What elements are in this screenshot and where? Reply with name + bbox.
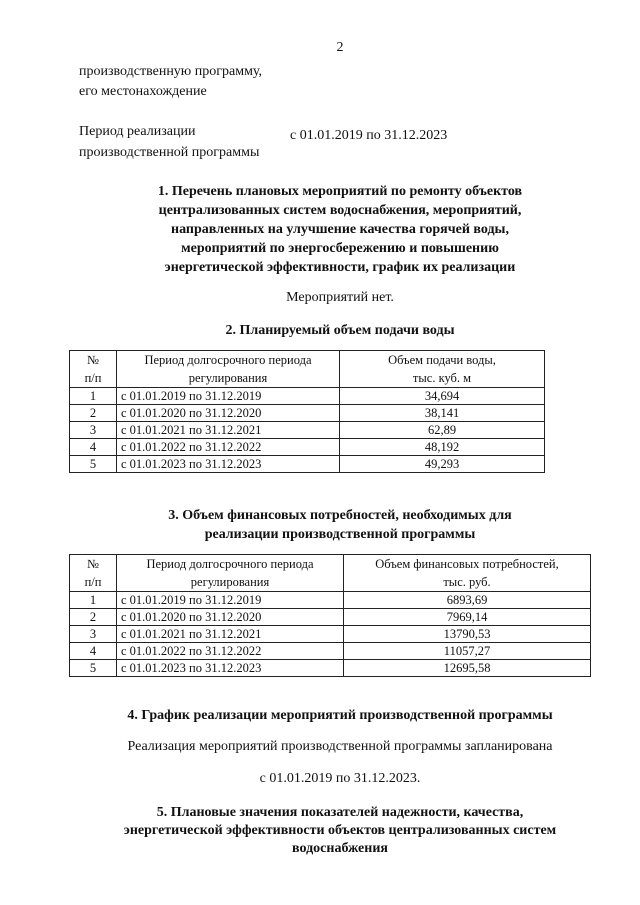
row-period: с 01.01.2020 по 31.12.2020 [117, 405, 340, 422]
period-value: с 01.01.2019 по 31.12.2023 [290, 128, 448, 143]
section1-title-line: централизованных систем водоснабжения, мероприятий, [158, 203, 522, 218]
section1-title-line: направленных на улучшение качества горячей воды, [171, 222, 509, 237]
table-row [70, 609, 591, 626]
row-number: 2 [70, 609, 117, 626]
row-number: 1 [70, 592, 117, 609]
table-row [70, 405, 545, 422]
table-row [70, 660, 591, 677]
row-period: с 01.01.2023 по 31.12.2023 [117, 456, 340, 473]
row-value: 48,192 [340, 439, 545, 456]
row-period: с 01.01.2023 по 31.12.2023 [117, 660, 344, 677]
row-period: с 01.01.2019 по 31.12.2019 [117, 388, 340, 405]
row-number: 3 [70, 626, 117, 643]
table-header-row [70, 555, 591, 592]
col-finance-header: Объем финансовых потребностей, тыс. руб. [344, 555, 591, 592]
table-row [70, 592, 591, 609]
row-value: 6893,69 [344, 592, 591, 609]
row-number: 5 [70, 660, 117, 677]
row-value: 38,141 [340, 405, 545, 422]
row-number: 4 [70, 643, 117, 660]
row-value: 13790,53 [344, 626, 591, 643]
row-number: 4 [70, 439, 117, 456]
section1-title-line: 1. Перечень плановых мероприятий по ремонту объектов [157, 184, 523, 199]
table-row [70, 388, 545, 405]
row-number: 3 [70, 422, 117, 439]
row-number: 5 [70, 456, 117, 473]
row-value: 7969,14 [344, 609, 591, 626]
row-number: 2 [70, 405, 117, 422]
row-number: 1 [70, 388, 117, 405]
section3-title [80, 506, 600, 544]
section1-body: Мероприятий нет. [286, 290, 394, 305]
col-volume-header: Объем подачи воды, тыс. куб. м [340, 351, 545, 388]
period-label-1: Период реализации [79, 124, 196, 139]
section5-title-line: энергетической эффективности объектов централизованных систем [123, 823, 557, 838]
section1-title [80, 182, 600, 277]
period-label-2: производственной программы [79, 145, 260, 160]
col-period-header: Период долгосрочного периода регулирования [117, 351, 340, 388]
row-value: 12695,58 [344, 660, 591, 677]
section1-title-line: мероприятий по энергосбережению и повышению [181, 241, 499, 256]
row-period: с 01.01.2021 по 31.12.2021 [117, 422, 340, 439]
col-period-header: Период долгосрочного периода регулирования [117, 555, 344, 592]
header-line-2: его местонахождение [79, 84, 207, 99]
row-value: 49,293 [340, 456, 545, 473]
section5-title-line: водоснабжения [292, 841, 388, 856]
section4-title: 4. График реализации мероприятий производственной программы [127, 708, 553, 723]
row-period: с 01.01.2022 по 31.12.2022 [117, 439, 340, 456]
section4-body-line-2: с 01.01.2019 по 31.12.2023. [259, 771, 421, 786]
table-row [70, 439, 545, 456]
financial-needs-table [69, 554, 591, 677]
header-line-1: производственную программу, [79, 64, 263, 79]
section5-title-line: 5. Плановые значения показателей надежности, качества, [156, 805, 524, 820]
row-period: с 01.01.2021 по 31.12.2021 [117, 626, 344, 643]
row-value: 34,694 [340, 388, 545, 405]
col-number-header: № п/п [70, 351, 117, 388]
row-period: с 01.01.2020 по 31.12.2020 [117, 609, 344, 626]
section5-title [70, 804, 610, 858]
row-period: с 01.01.2019 по 31.12.2019 [117, 592, 344, 609]
col-number-header: № п/п [70, 555, 117, 592]
row-value: 62,89 [340, 422, 545, 439]
section2-title: 2. Планируемый объем подачи воды [225, 323, 455, 338]
water-volume-table [69, 350, 545, 473]
page-number: 2 [336, 40, 344, 55]
table-row [70, 626, 591, 643]
table-header-row [70, 351, 545, 388]
section4-body-line-1: Реализация мероприятий производственной программы запланирована [127, 739, 553, 754]
table-row [70, 456, 545, 473]
table-row [70, 643, 591, 660]
section1-title-line: энергетической эффективности, график их реализации [164, 260, 516, 275]
section3-title-line: реализации производственной программы [204, 527, 476, 542]
row-period: с 01.01.2022 по 31.12.2022 [117, 643, 344, 660]
row-value: 11057,27 [344, 643, 591, 660]
table-row [70, 422, 545, 439]
section3-title-line: 3. Объем финансовых потребностей, необходимых для [168, 508, 512, 523]
